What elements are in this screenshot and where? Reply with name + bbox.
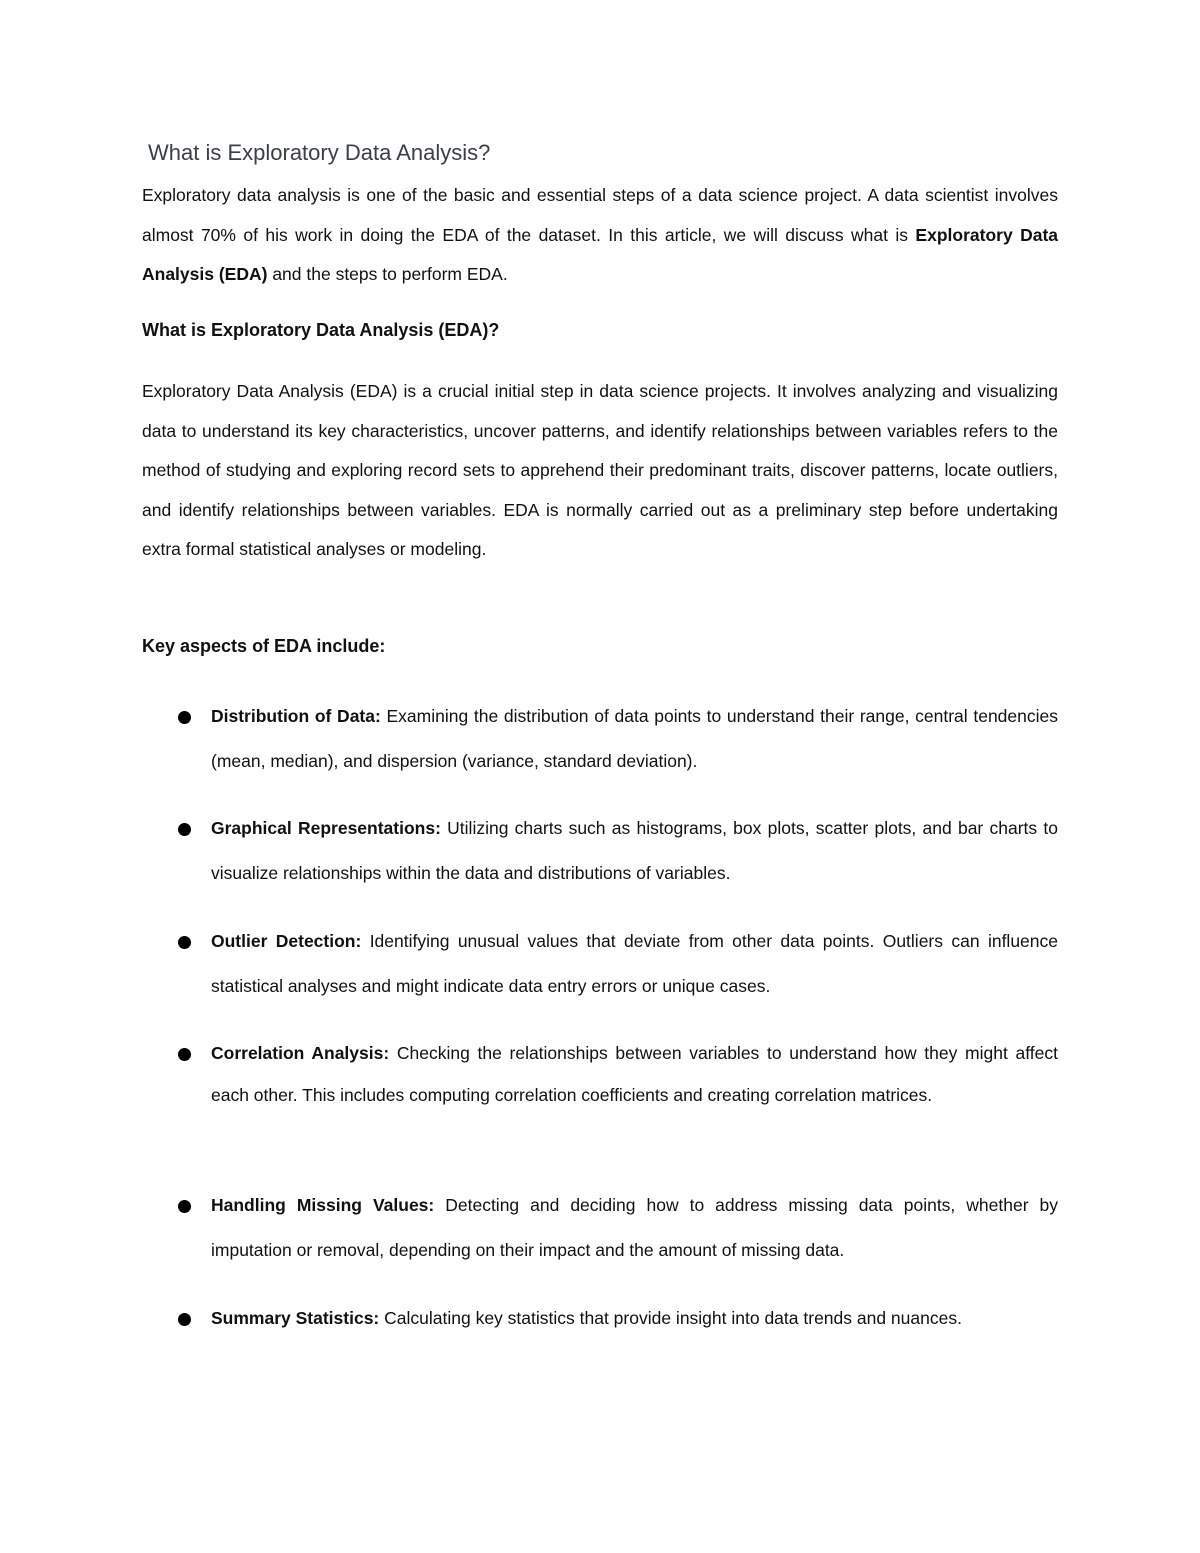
section-heading-eda: What is Exploratory Data Analysis (EDA)? (142, 320, 500, 340)
bullet-dot-icon (178, 823, 191, 836)
list-item-term: Correlation Analysis: (211, 1043, 390, 1063)
list-item-description: Calculating key statistics that provide insight into data trends and nuances. (379, 1308, 962, 1328)
intro-text-after: and the steps to perform EDA. (267, 264, 508, 284)
bullet-dot-icon (178, 936, 191, 949)
section-body-paragraph: Exploratory Data Analysis (EDA) is a crucial initial step in data science projects. It involves analyzing and visualizing data to understand its key characteristics, uncover patterns, and identify relationships between variables refers to the method of studying and exploring record sets to apprehend their predominant traits, discover patterns, locate outliers, and identify relationships between variables. EDA is normally carried out as a preliminary step before undertaking extra formal statistical analyses or modeling. (142, 381, 1058, 559)
list-item-description: Identifying unusual values that deviate from other data points. Outliers can influence statistical analyses and might indicate data entry errors or unique cases. (211, 931, 1058, 996)
list-item (211, 1296, 1058, 1341)
list-item-description: Examining the distribution of data points to understand their range, central tendencies (mean, median), and dispersion (variance, standard deviation). (211, 706, 1059, 771)
list-item (211, 694, 1058, 784)
list-item-term: Distribution of Data: (211, 706, 381, 726)
list-item-description: Detecting and deciding how to address missing data points, whether by imputation or removal, depending on their impact and the amount of missing data. (211, 1195, 1058, 1260)
list-item-term: Summary Statistics: (211, 1308, 380, 1328)
bullet-dot-icon (178, 711, 191, 724)
document-title: What is Exploratory Data Analysis? (148, 140, 491, 165)
list-item (211, 1183, 1058, 1273)
list-item-description: Checking the relationships between variables to understand how they might affect each other. This includes computing correlation coefficients and creating correlation matrices. (211, 1043, 1058, 1105)
bullet-dot-icon (178, 1200, 191, 1213)
list-item (211, 806, 1058, 896)
intro-text-before: Exploratory data analysis is one of the basic and essential steps of a data science project. A data scientist involves almost 70% of his work in doing the EDA of the dataset. In this article, we will discuss what is (142, 185, 1058, 245)
list-item (211, 919, 1058, 1009)
intro-bold-term: Exploratory Data Analysis (EDA) (142, 224, 1059, 284)
intro-paragraph (142, 176, 1058, 295)
bullet-dot-icon (178, 1313, 191, 1326)
list-item-description: Utilizing charts such as histograms, box plots, scatter plots, and bar charts to visualize relationships within the data and distributions of variables. (211, 818, 1058, 883)
key-aspects-heading: Key aspects of EDA include: (142, 636, 386, 656)
list-item-term: Graphical Representations: (211, 818, 441, 838)
list-item (211, 1032, 1058, 1116)
bullet-dot-icon (178, 1048, 191, 1061)
list-item-term: Handling Missing Values: (211, 1195, 435, 1215)
list-item-term: Outlier Detection: (211, 931, 362, 951)
